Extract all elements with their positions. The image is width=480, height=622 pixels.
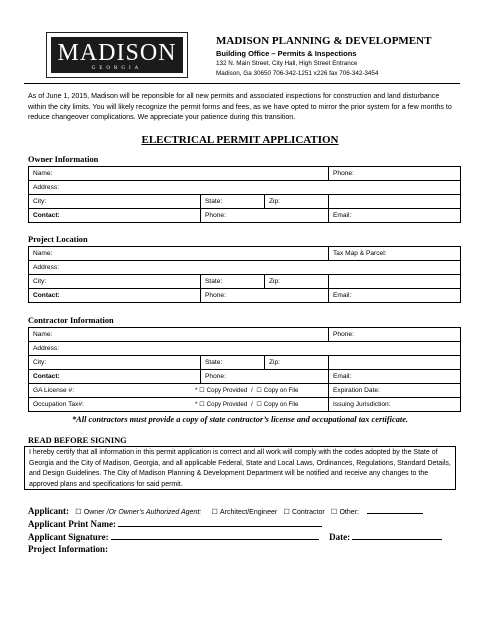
date-label: Date: (329, 532, 351, 542)
ga-license-expiration-field[interactable]: Expiration Date: (329, 384, 461, 398)
occupation-tax-row (29, 398, 329, 412)
owner-address-field[interactable]: Address: (29, 181, 461, 195)
read-before-signing-heading: READ BEFORE SIGNING (28, 436, 127, 445)
checkbox-icon[interactable]: ☐ (283, 509, 290, 516)
ga-license-row (29, 384, 329, 398)
owner-table (28, 166, 461, 223)
contractor-contact-phone-field[interactable]: Phone: (201, 370, 329, 384)
org-title: MADISON PLANNING & DEVELOPMENT (216, 35, 432, 47)
slash: / (250, 401, 253, 408)
intro-paragraph: As of June 1, 2015, Madison will be reponsible for all new permits and associated inspections for construction and land disturbance within the city limits. You will likely recognize the permit forms and fees, as we have opted to mirror the prior system for a few months to reduce changeover complications. We appreciate your patience during this transition. (28, 92, 452, 121)
form-title: ELECTRICAL PERMIT APPLICATION (141, 134, 339, 146)
applicant-signature-line[interactable] (111, 531, 319, 540)
checkbox-icon[interactable]: ☐ (75, 509, 82, 516)
checkbox-icon[interactable]: ☐ (256, 387, 262, 394)
ga-license-label: GA License #: (33, 387, 75, 394)
applicant-authorized-agent-option: /Or Owner’s Authorized Agent: (106, 509, 202, 516)
occupation-tax-label: Occupation Tax#: (33, 401, 84, 408)
contractor-blank-cell (329, 356, 461, 370)
project-contact-field[interactable]: Contact: (29, 289, 201, 303)
applicant-label: Applicant: (28, 506, 70, 516)
owner-city-field[interactable]: City: (29, 195, 201, 209)
checkbox-icon[interactable]: ☐ (256, 401, 262, 408)
org-address-line2: Madison, Ga 30650 706-342-1251 x226 fax 706-342-3454 (216, 70, 379, 77)
logo-subtext: GEORGIA (91, 66, 143, 71)
applicant-row (28, 505, 423, 516)
print-name-row (28, 518, 322, 529)
contractor-table (28, 327, 461, 412)
applicant-print-name-line[interactable] (118, 518, 322, 527)
org-subtitle: Building Office – Permits & Inspections (216, 49, 357, 58)
asterisk: * (195, 387, 198, 394)
checkbox-icon[interactable]: ☐ (199, 401, 205, 408)
project-blank-cell (329, 275, 461, 289)
owner-phone-field[interactable]: Phone: (329, 167, 461, 181)
owner-contact-field[interactable]: Contact: (29, 209, 201, 223)
slash: / (250, 387, 253, 394)
contractor-zip-field[interactable]: Zip: (265, 356, 329, 370)
issuing-jurisdiction-field[interactable]: Issuing Jurisdiction: (329, 398, 461, 412)
certification-text: I hereby certify that all information in this permit application is correct and all work will comply with the codes adopted by the State of Georgia and the City of Madison, Georgia, and all applicable Federal, State and Local Laws, Ordinances, Regulations, Standard Details, and Design Guidelines. The City of Madison Planning & Development Department will be notified and receive any changes to the approved plans and specifications for said permit. (24, 446, 456, 490)
section-contractor-heading: Contractor Information (28, 316, 114, 325)
checkbox-icon[interactable]: ☐ (330, 509, 338, 516)
project-email-field[interactable]: Email: (329, 289, 461, 303)
project-state-field[interactable]: State: (201, 275, 265, 289)
contractor-email-field[interactable]: Email: (329, 370, 461, 384)
owner-zip-field[interactable]: Zip: (265, 195, 329, 209)
project-information-label: Project Information: (28, 544, 109, 554)
owner-state-field[interactable]: State: (201, 195, 265, 209)
checkbox-icon[interactable]: ☐ (199, 387, 205, 394)
date-line[interactable] (352, 531, 442, 540)
applicant-print-name-label: Applicant Print Name: (28, 519, 116, 529)
owner-name-field[interactable]: Name: (29, 167, 329, 181)
applicant-other-line[interactable] (367, 505, 423, 514)
applicant-other-option: Other: (339, 509, 359, 516)
applicant-architect-option: Architect/Engineer (220, 509, 278, 516)
header-divider (24, 83, 460, 84)
owner-contact-phone-field[interactable]: Phone: (201, 209, 329, 223)
signature-row (28, 531, 442, 542)
occupation-tax-copy-on-file-label: Copy on File (263, 401, 299, 408)
owner-blank-cell (329, 195, 461, 209)
ga-license-copy-on-file-label: Copy on File (263, 387, 299, 394)
contractor-phone-field[interactable]: Phone: (329, 328, 461, 342)
project-city-field[interactable]: City: (29, 275, 201, 289)
contractor-address-field[interactable]: Address: (29, 342, 461, 356)
project-address-field[interactable]: Address: (29, 261, 461, 275)
owner-email-field[interactable]: Email: (329, 209, 461, 223)
checkbox-icon[interactable]: ☐ (211, 509, 218, 516)
contractor-note: *All contractors must provide a copy of state contractor’s license and occupational tax certificate. (71, 415, 409, 424)
project-table (28, 246, 461, 303)
section-project-heading: Project Location (28, 235, 88, 244)
contractor-city-field[interactable]: City: (29, 356, 201, 370)
madison-logo (46, 32, 188, 78)
project-name-field[interactable]: Name: (29, 247, 329, 261)
org-address-line1: 132 N. Main Street, City Hall, High Street Entrance (216, 60, 358, 67)
applicant-signature-label: Applicant Signature: (28, 532, 109, 542)
contractor-state-field[interactable]: State: (201, 356, 265, 370)
project-tax-map-field[interactable]: Tax Map & Parcel: (329, 247, 461, 261)
section-owner-heading: Owner Information (28, 155, 99, 164)
contractor-name-field[interactable]: Name: (29, 328, 329, 342)
asterisk: * (195, 401, 198, 408)
logo-wordmark: MADISON (57, 40, 177, 66)
applicant-contractor-option: Contractor (291, 509, 325, 516)
applicant-owner-option: Owner (83, 509, 105, 516)
ga-license-copy-provided-label: Copy Provided (206, 387, 248, 394)
contractor-contact-field[interactable]: Contact: (29, 370, 201, 384)
project-contact-phone-field[interactable]: Phone: (201, 289, 329, 303)
occupation-tax-copy-provided-label: Copy Provided (206, 401, 248, 408)
project-zip-field[interactable]: Zip: (265, 275, 329, 289)
